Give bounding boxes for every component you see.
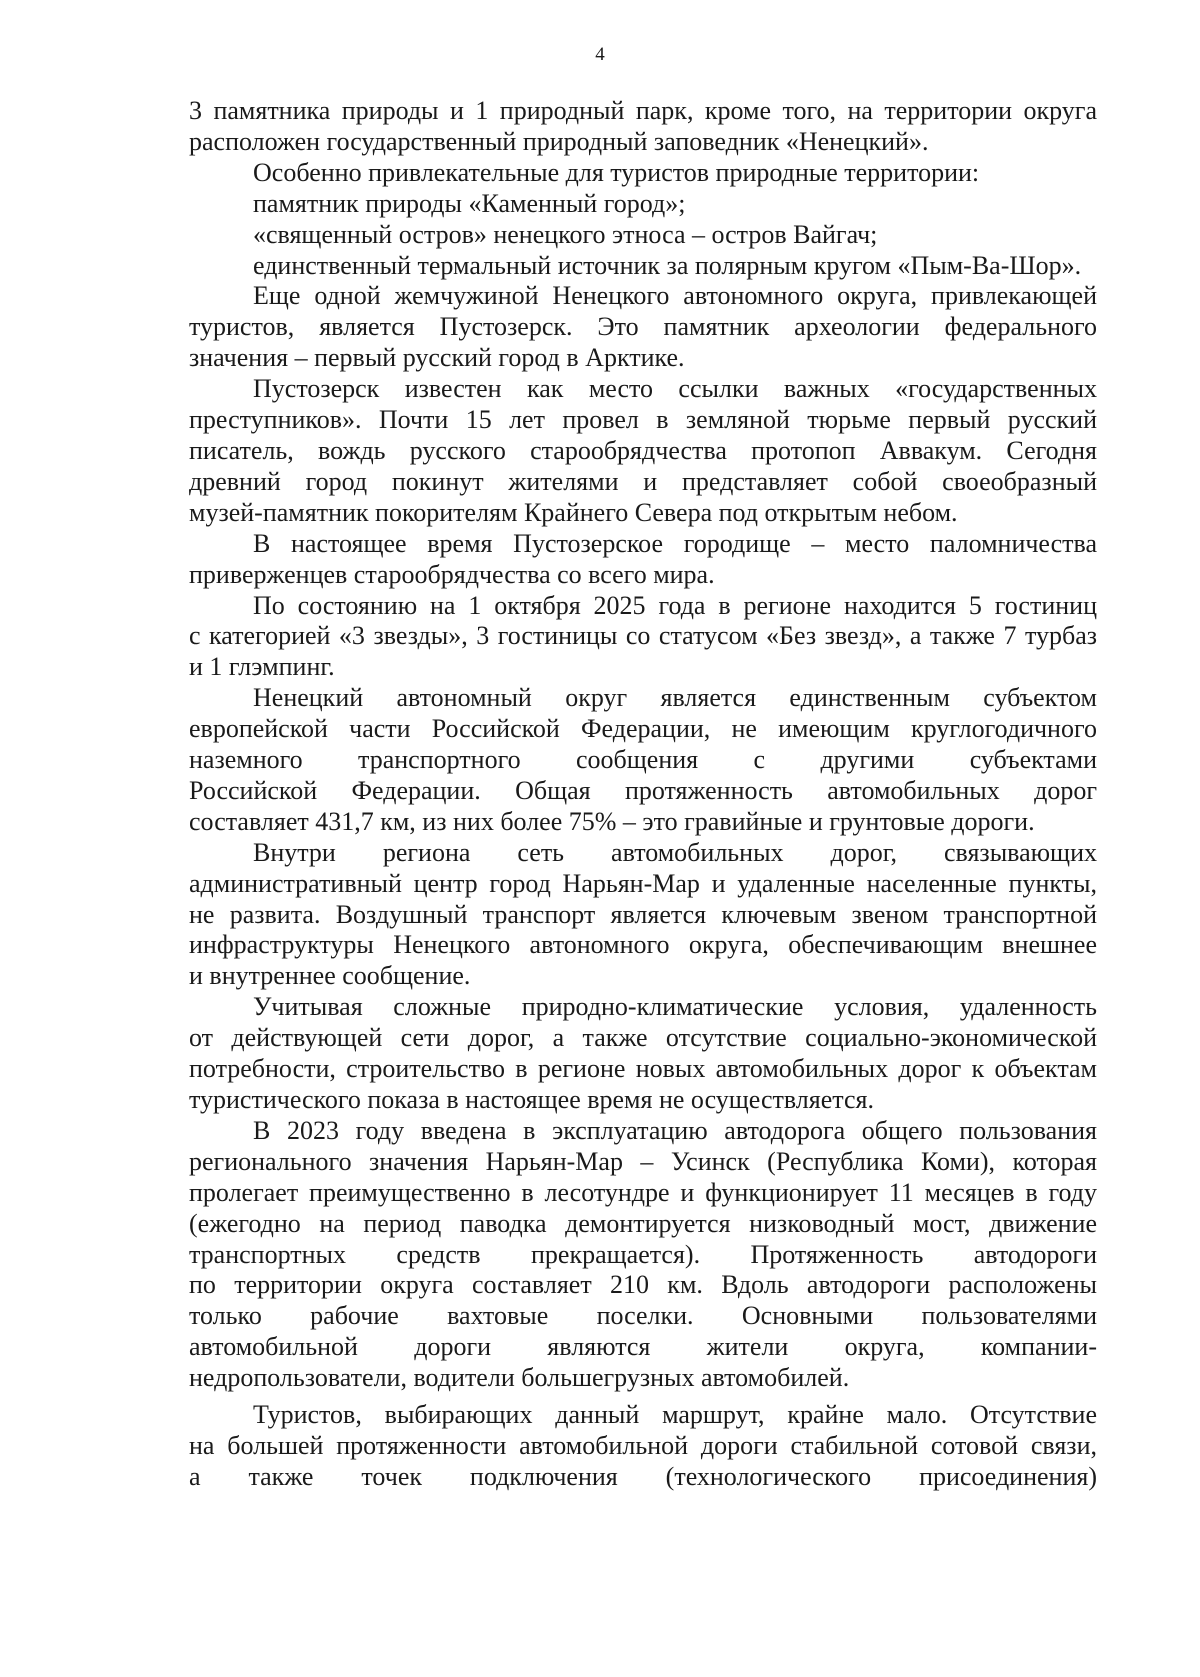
text-line: 3 памятника природы и 1 природный парк, кроме того, на территории округа	[189, 96, 1097, 125]
text-line: писатель, вождь русского старообрядчества протопоп Аввакум. Сегодня	[189, 435, 1097, 465]
text-line: (ежегодно на период паводка демонтируется низководный мост, движение	[189, 1208, 1097, 1238]
text-line: Учитывая сложные природно-климатические условия, удаленность	[253, 992, 1097, 1022]
text-line: В 2023 году введена в эксплуатацию автодорога общего пользования	[253, 1115, 1097, 1145]
text-line: пролегает преимущественно в лесотундре и функционирует 11 месяцев в году	[189, 1177, 1097, 1207]
text-line: памятник природы «Каменный город»;	[253, 188, 686, 218]
text-line: потребности, строительство в регионе новых автомобильных дорог к объектам	[189, 1054, 1097, 1084]
text-line: В настоящее время Пустозерское городище – место паломничества	[253, 528, 1097, 558]
text-line: автомобильной дороги являются жители округа, компании-	[189, 1332, 1097, 1362]
text-line: наземного транспортного сообщения с другими субъектами	[189, 745, 1097, 775]
text-line: Внутри региона сеть автомобильных дорог, связывающих	[253, 837, 1097, 867]
text-line: недропользователи, водители большегрузных автомобилей.	[189, 1363, 850, 1393]
text-line: а также точек подключения (технологического присоединения)	[189, 1461, 1097, 1491]
text-line: Особенно привлекательные для туристов природные территории:	[253, 157, 980, 187]
page-number: 4	[595, 44, 605, 65]
text-line: расположен государственный природный заповедник «Ненецкий».	[189, 126, 929, 156]
text-line: европейской части Российской Федерации, не имеющим круглогодичного	[189, 714, 1097, 744]
text-line: значения – первый русский город в Арктике.	[189, 343, 685, 373]
text-line: туристического показа в настоящее время не осуществляется.	[189, 1085, 874, 1114]
text-line: транспортных средств прекращается). Протяженность автодороги	[189, 1239, 1097, 1269]
text-line: не развита. Воздушный транспорт является ключевым звеном транспортной	[189, 899, 1097, 929]
text-line: инфраструктуры Ненецкого автономного округа, обеспечивающим внешнее	[189, 930, 1097, 960]
text-line: единственный термальный источник за полярным кругом «Пым-Ва-Шор».	[253, 250, 1082, 280]
text-line: административный центр город Нарьян-Мар и удаленные населенные пункты,	[189, 868, 1097, 898]
text-line: музей-памятник покорителям Крайнего Севера под открытым небом.	[189, 497, 958, 527]
text-line: по территории округа составляет 210 км. Вдоль автодороги расположены	[189, 1270, 1097, 1300]
text-line: регионального значения Нарьян-Мар – Усинск (Республика Коми), которая	[189, 1146, 1097, 1176]
text-line: составляет 431,7 км, из них более 75% – это гравийные и грунтовые дороги.	[189, 806, 1035, 836]
text-line: только рабочие вахтовые поселки. Основными пользователями	[189, 1301, 1097, 1331]
text-line: и внутреннее сообщение.	[189, 961, 471, 991]
text-line: Туристов, выбирающих данный маршрут, крайне мало. Отсутствие	[253, 1400, 1097, 1430]
text-line: и 1 глэмпинг.	[189, 652, 335, 682]
text-line: Еще одной жемчужиной Ненецкого автономного округа, привлекающей	[253, 281, 1097, 311]
text-line: Ненецкий автономный округ является единственным субъектом	[253, 683, 1097, 713]
text-line: на большей протяженности автомобильной дороги стабильной сотовой связи,	[189, 1430, 1097, 1460]
text-line: древний город покинут жителями и представляет собой своеобразный	[189, 466, 1097, 496]
text-line: от действующей сети дорог, а также отсутствие социально-экономической	[189, 1023, 1097, 1053]
text-line: Российской Федерации. Общая протяженность автомобильных дорог	[189, 775, 1097, 805]
text-line: приверженцев старообрядчества со всего мира.	[189, 559, 715, 589]
text-line: преступников». Почти 15 лет провел в земляной тюрьме первый русский	[189, 405, 1097, 435]
text-line: «священный остров» ненецкого этноса – остров Вайгач;	[253, 219, 878, 249]
text-line: Пустозерск известен как место ссылки важных «государственных	[253, 374, 1097, 404]
text-line: с категорией «3 звезды», 3 гостиницы со статусом «Без звезд», а также 7 турбаз	[189, 621, 1097, 651]
text-line: туристов, является Пустозерск. Это памятник археологии федерального	[189, 312, 1097, 342]
document-body	[189, 96, 1097, 1493]
text-line: По состоянию на 1 октября 2025 года в регионе находится 5 гостиниц	[253, 590, 1097, 620]
